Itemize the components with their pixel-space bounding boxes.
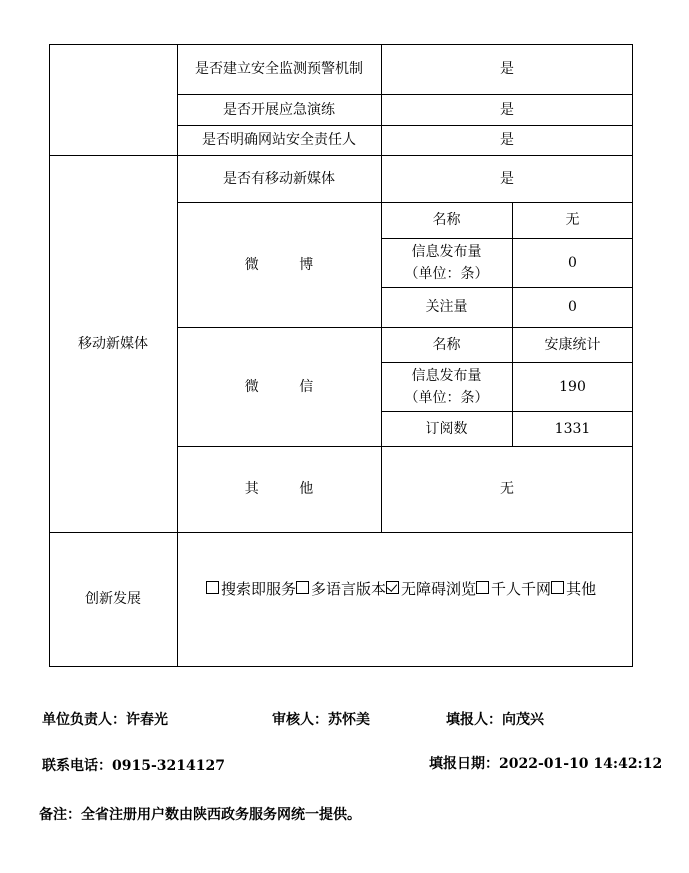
- unit-head: 单位负责人：许春光: [42, 712, 168, 728]
- weibo-name-label: 名称: [432, 212, 461, 228]
- table-border-bottom: [49, 666, 633, 667]
- row-label-text: 是否明确网站安全责任人: [202, 132, 356, 148]
- footnote: 备注：全省注册用户数由陕西政务服务网统一提供。: [39, 807, 361, 823]
- row-value-has-new-media: 是: [500, 170, 514, 187]
- option-label: 其他: [566, 580, 597, 598]
- row-value-responsible: [381, 125, 633, 155]
- row-label-text: 是否开展应急演练: [223, 101, 335, 118]
- weibo-label: 微 博: [244, 256, 332, 273]
- wechat-posts-label: 信息发布量（单位：条）: [404, 367, 489, 406]
- weibo-followers-label: 关注量: [425, 299, 468, 315]
- other-value: 无: [500, 481, 514, 497]
- option-label: 千人千网: [491, 580, 552, 598]
- checkbox-other[interactable]: [551, 581, 564, 594]
- row-label-monitoring: [190, 44, 368, 94]
- wechat-subscribers-label: 订阅数: [425, 420, 468, 437]
- checkbox-accessibility[interactable]: [386, 581, 399, 594]
- option-label: 无障碍浏览: [401, 580, 477, 598]
- row-label-drill: [177, 94, 381, 125]
- row-value-text: 是: [500, 132, 514, 148]
- contact-phone: 联系电话：0915-3214127: [42, 758, 225, 774]
- row-value-monitoring: [381, 44, 633, 94]
- checkbox-personalized[interactable]: [476, 581, 489, 594]
- row-value-text: 是: [500, 61, 514, 77]
- innovation-options: [206, 578, 596, 599]
- row-value-text: 是: [500, 101, 514, 118]
- row-value-drill: [381, 94, 633, 125]
- filler: 填报人：向茂兴: [446, 712, 544, 728]
- option-label: 搜索即服务: [221, 580, 297, 598]
- wechat-posts-value: 190: [559, 378, 586, 395]
- option-label: 多语言版本: [311, 580, 387, 598]
- section-label-mobile-media: 移动新媒体: [78, 335, 148, 352]
- row-label-responsible: [177, 125, 381, 155]
- section-label-innovation: 创新发展: [85, 591, 141, 607]
- wechat-name-value: 安康统计: [544, 336, 601, 353]
- weibo-followers-value: 0: [568, 299, 577, 315]
- row-label-text: 是否建立安全监测预警机制: [195, 61, 363, 77]
- fill-date: 填报日期：2022-01-10 14:42:12: [429, 756, 663, 772]
- wechat-name-label: 名称: [432, 336, 461, 353]
- weibo-posts-label: 信息发布量（单位：条）: [404, 243, 489, 282]
- row-label-has-new-media: 是否有移动新媒体: [223, 170, 335, 187]
- checkbox-multilingual[interactable]: [296, 581, 309, 594]
- wechat-label: 微 信: [244, 378, 332, 395]
- wechat-subscribers-value: 1331: [554, 420, 591, 437]
- reviewer: 审核人：苏怀美: [272, 712, 370, 728]
- checkbox-search-service[interactable]: [206, 581, 219, 594]
- other-label: 其 他: [244, 481, 332, 497]
- weibo-name-value: 无: [565, 212, 580, 228]
- weibo-posts-value: 0: [568, 254, 577, 271]
